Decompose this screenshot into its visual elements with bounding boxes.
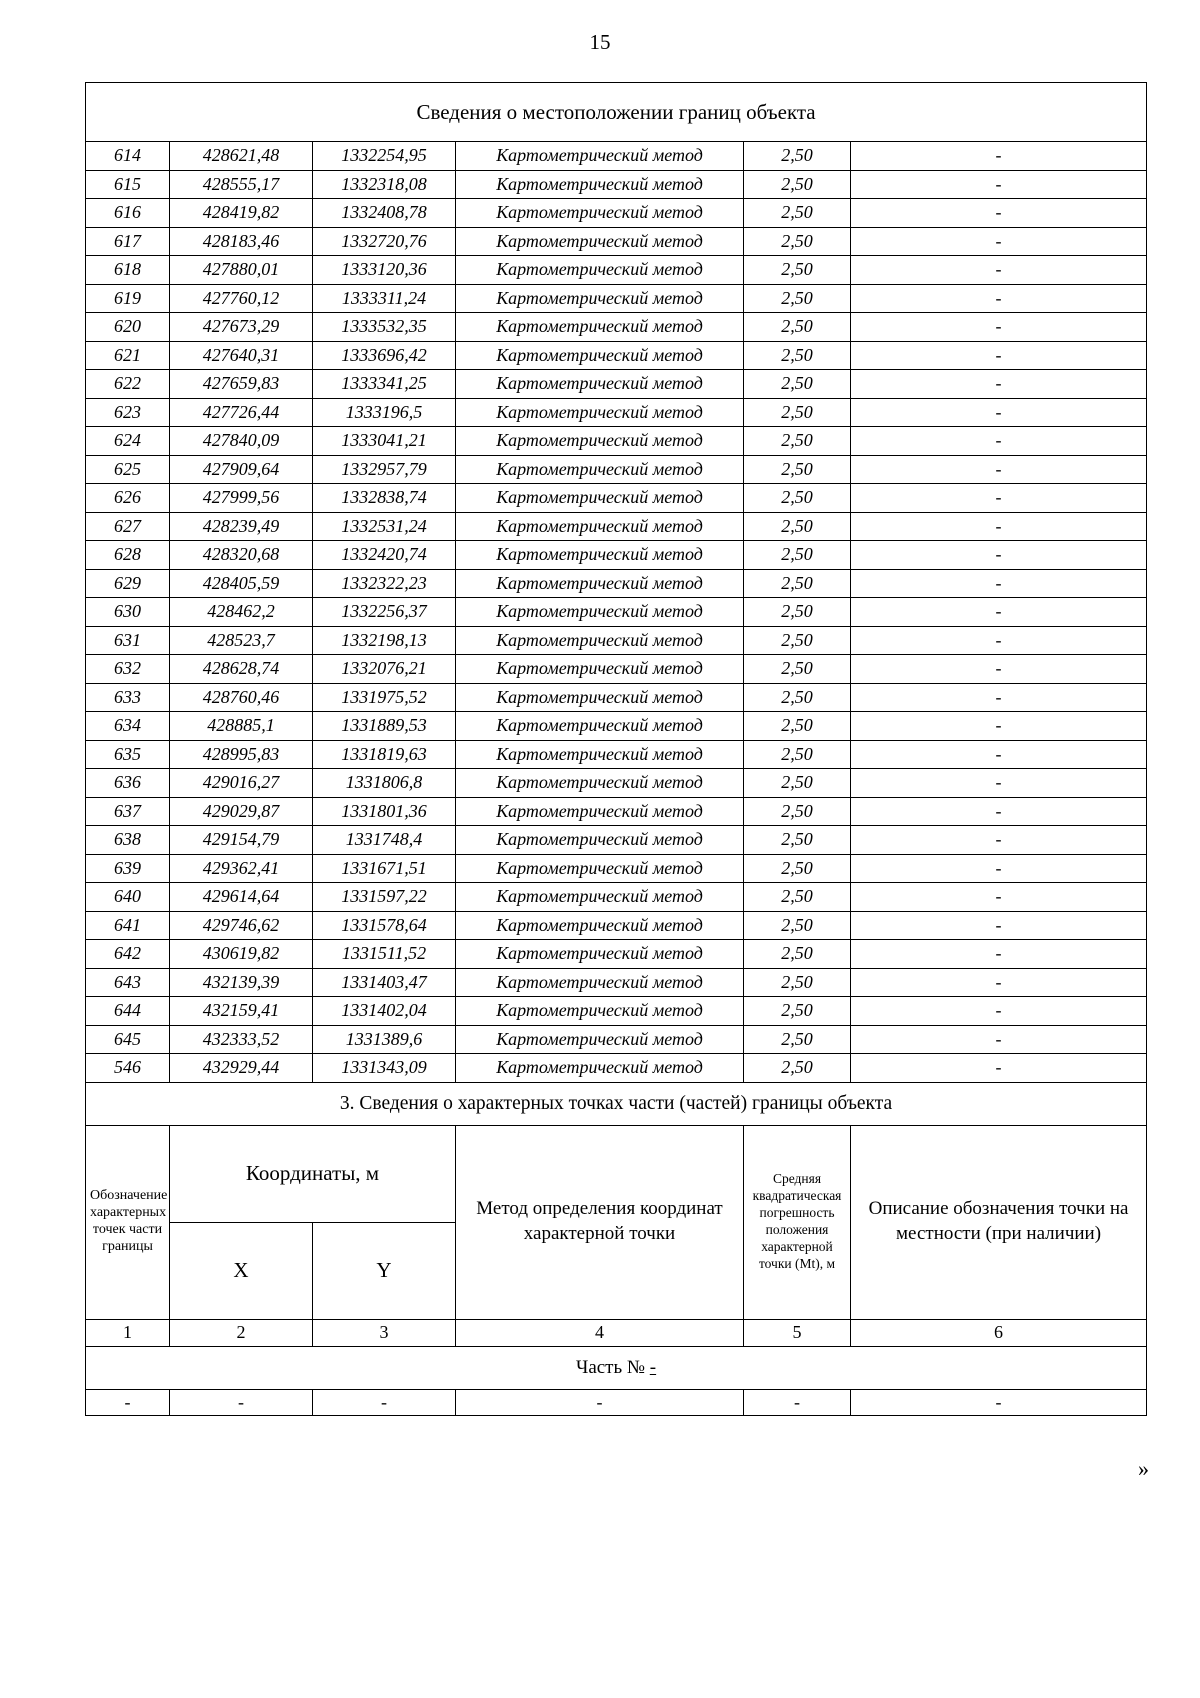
cell-x: 427760,12 (170, 284, 313, 313)
cell-description: - (851, 484, 1147, 513)
table-row (86, 541, 1147, 570)
cell-error: 2,50 (744, 854, 851, 883)
section3-title: 3. Сведения о характерных точках части (частей) границы объекта (86, 1082, 1147, 1125)
cell-description: - (851, 797, 1147, 826)
cell-y: 1331343,09 (313, 1054, 456, 1083)
cell-point: 643 (86, 968, 170, 997)
cell-point: 634 (86, 712, 170, 741)
cell-y: 1331578,64 (313, 911, 456, 940)
table-caption: Сведения о местоположении границ объекта (86, 83, 1147, 142)
cell-point: 620 (86, 313, 170, 342)
cell-y: 1332318,08 (313, 170, 456, 199)
cell-method: Картометрический метод (456, 883, 744, 912)
cell-x: 428885,1 (170, 712, 313, 741)
cell-description: - (851, 170, 1147, 199)
cell-point: 642 (86, 940, 170, 969)
cell-method: Картометрический метод (456, 455, 744, 484)
table-row (86, 1054, 1147, 1083)
cell-method: Картометрический метод (456, 626, 744, 655)
empty-cell: - (170, 1389, 313, 1415)
cell-point: 629 (86, 569, 170, 598)
table-row (86, 569, 1147, 598)
cell-error: 2,50 (744, 1054, 851, 1083)
part-label: Часть № (575, 1356, 646, 1378)
cell-method: Картометрический метод (456, 341, 744, 370)
table-row (86, 854, 1147, 883)
cell-x: 427840,09 (170, 427, 313, 456)
cell-x: 427673,29 (170, 313, 313, 342)
cell-y: 1331389,6 (313, 1025, 456, 1054)
cell-method: Картометрический метод (456, 541, 744, 570)
table-row (86, 683, 1147, 712)
table-row (86, 769, 1147, 798)
cell-error: 2,50 (744, 655, 851, 684)
cell-error: 2,50 (744, 740, 851, 769)
cell-point: 628 (86, 541, 170, 570)
cell-description: - (851, 227, 1147, 256)
page-number: 15 (589, 30, 611, 54)
cell-y: 1332322,23 (313, 569, 456, 598)
header-description: Описание обозначения точки на местности (при наличии) (851, 1125, 1147, 1319)
cell-x: 429746,62 (170, 911, 313, 940)
cell-description: - (851, 541, 1147, 570)
cell-point: 640 (86, 883, 170, 912)
cell-description: - (851, 968, 1147, 997)
cell-x: 427880,01 (170, 256, 313, 285)
cell-point: 546 (86, 1054, 170, 1083)
cell-description: - (851, 370, 1147, 399)
cell-error: 2,50 (744, 341, 851, 370)
cell-error: 2,50 (744, 170, 851, 199)
cell-method: Картометрический метод (456, 1054, 744, 1083)
header-y: Y (313, 1222, 456, 1319)
table-row (86, 370, 1147, 399)
table-row (86, 740, 1147, 769)
cell-description: - (851, 142, 1147, 171)
header-point-designation: Обозначение характерных точек части границы (86, 1125, 170, 1319)
table-row (86, 284, 1147, 313)
column-number: 6 (851, 1319, 1147, 1346)
cell-description: - (851, 569, 1147, 598)
cell-description: - (851, 341, 1147, 370)
cell-point: 631 (86, 626, 170, 655)
cell-point: 636 (86, 769, 170, 798)
table-row (86, 826, 1147, 855)
table-row (86, 341, 1147, 370)
cell-error: 2,50 (744, 997, 851, 1026)
empty-cell: - (744, 1389, 851, 1415)
cell-y: 1333532,35 (313, 313, 456, 342)
cell-x: 427999,56 (170, 484, 313, 513)
cell-error: 2,50 (744, 826, 851, 855)
cell-description: - (851, 655, 1147, 684)
cell-method: Картометрический метод (456, 797, 744, 826)
cell-point: 644 (86, 997, 170, 1026)
table-row (86, 427, 1147, 456)
header-x: X (170, 1222, 313, 1319)
cell-point: 624 (86, 427, 170, 456)
cell-point: 625 (86, 455, 170, 484)
cell-method: Картометрический метод (456, 512, 744, 541)
cell-description: - (851, 854, 1147, 883)
cell-error: 2,50 (744, 199, 851, 228)
cell-description: - (851, 769, 1147, 798)
cell-method: Картометрический метод (456, 284, 744, 313)
column-numbers-row (86, 1319, 1147, 1346)
column-number: 4 (456, 1319, 744, 1346)
table-row (86, 142, 1147, 171)
cell-y: 1331819,63 (313, 740, 456, 769)
cell-method: Картометрический метод (456, 826, 744, 855)
table-row (86, 313, 1147, 342)
cell-y: 1333311,24 (313, 284, 456, 313)
table-row (86, 256, 1147, 285)
cell-description: - (851, 883, 1147, 912)
column-number: 5 (744, 1319, 851, 1346)
cell-description: - (851, 911, 1147, 940)
boundary-table (85, 82, 1147, 1416)
cell-error: 2,50 (744, 626, 851, 655)
cell-x: 432333,52 (170, 1025, 313, 1054)
cell-x: 428523,7 (170, 626, 313, 655)
cell-y: 1331597,22 (313, 883, 456, 912)
cell-y: 1333120,36 (313, 256, 456, 285)
table-row (86, 455, 1147, 484)
cell-method: Картометрический метод (456, 940, 744, 969)
cell-point: 632 (86, 655, 170, 684)
empty-cell: - (456, 1389, 744, 1415)
table-caption-row (86, 83, 1147, 142)
cell-method: Картометрический метод (456, 968, 744, 997)
table-row (86, 484, 1147, 513)
cell-error: 2,50 (744, 911, 851, 940)
cell-point: 633 (86, 683, 170, 712)
table-row (86, 626, 1147, 655)
table-row (86, 712, 1147, 741)
cell-point: 645 (86, 1025, 170, 1054)
cell-description: - (851, 284, 1147, 313)
cell-x: 428320,68 (170, 541, 313, 570)
cell-y: 1331889,53 (313, 712, 456, 741)
table-row (86, 227, 1147, 256)
cell-error: 2,50 (744, 256, 851, 285)
cell-y: 1331511,52 (313, 940, 456, 969)
cell-x: 432929,44 (170, 1054, 313, 1083)
cell-error: 2,50 (744, 313, 851, 342)
cell-x: 428183,46 (170, 227, 313, 256)
cell-x: 429362,41 (170, 854, 313, 883)
cell-y: 1331402,04 (313, 997, 456, 1026)
cell-error: 2,50 (744, 512, 851, 541)
cell-description: - (851, 683, 1147, 712)
cell-method: Картометрический метод (456, 256, 744, 285)
cell-x: 427640,31 (170, 341, 313, 370)
cell-point: 638 (86, 826, 170, 855)
cell-point: 630 (86, 598, 170, 627)
cell-error: 2,50 (744, 683, 851, 712)
cell-error: 2,50 (744, 598, 851, 627)
part-number: - (649, 1356, 657, 1378)
cell-y: 1332720,76 (313, 227, 456, 256)
section3-header-row (86, 1125, 1147, 1222)
cell-error: 2,50 (744, 427, 851, 456)
cell-y: 1331975,52 (313, 683, 456, 712)
cell-x: 428995,83 (170, 740, 313, 769)
column-number: 3 (313, 1319, 456, 1346)
cell-method: Картометрический метод (456, 142, 744, 171)
cell-error: 2,50 (744, 940, 851, 969)
header-method: Метод определения координат характерной точки (456, 1125, 744, 1319)
cell-point: 617 (86, 227, 170, 256)
cell-y: 1332408,78 (313, 199, 456, 228)
cell-point: 627 (86, 512, 170, 541)
cell-error: 2,50 (744, 142, 851, 171)
cell-method: Картометрический метод (456, 170, 744, 199)
cell-y: 1333341,25 (313, 370, 456, 399)
header-coordinates: Координаты, м (170, 1125, 456, 1222)
empty-cell: - (86, 1389, 170, 1415)
cell-y: 1331671,51 (313, 854, 456, 883)
table-row (86, 968, 1147, 997)
cell-y: 1331748,4 (313, 826, 456, 855)
cell-description: - (851, 740, 1147, 769)
cell-x: 429614,64 (170, 883, 313, 912)
cell-y: 1333696,42 (313, 341, 456, 370)
cell-x: 428555,17 (170, 170, 313, 199)
cell-method: Картометрический метод (456, 227, 744, 256)
empty-cell: - (313, 1389, 456, 1415)
cell-y: 1332256,37 (313, 598, 456, 627)
cell-x: 429029,87 (170, 797, 313, 826)
cell-error: 2,50 (744, 227, 851, 256)
cell-method: Картометрический метод (456, 911, 744, 940)
table-row (86, 883, 1147, 912)
cell-description: - (851, 626, 1147, 655)
cell-point: 618 (86, 256, 170, 285)
table-row (86, 655, 1147, 684)
cell-x: 432159,41 (170, 997, 313, 1026)
cell-error: 2,50 (744, 797, 851, 826)
column-number: 1 (86, 1319, 170, 1346)
cell-method: Картометрический метод (456, 769, 744, 798)
cell-error: 2,50 (744, 1025, 851, 1054)
cell-y: 1332076,21 (313, 655, 456, 684)
cell-error: 2,50 (744, 455, 851, 484)
cell-error: 2,50 (744, 484, 851, 513)
section3-title-row (86, 1082, 1147, 1125)
cell-method: Картометрический метод (456, 683, 744, 712)
cell-method: Картометрический метод (456, 569, 744, 598)
cell-description: - (851, 427, 1147, 456)
cell-x: 427726,44 (170, 398, 313, 427)
cell-description: - (851, 199, 1147, 228)
column-number: 2 (170, 1319, 313, 1346)
table-row (86, 199, 1147, 228)
table-row (86, 911, 1147, 940)
cell-description: - (851, 712, 1147, 741)
cell-y: 1333196,5 (313, 398, 456, 427)
table-row (86, 797, 1147, 826)
cell-error: 2,50 (744, 541, 851, 570)
cell-point: 626 (86, 484, 170, 513)
cell-error: 2,50 (744, 284, 851, 313)
cell-description: - (851, 1054, 1147, 1083)
cell-error: 2,50 (744, 769, 851, 798)
cell-description: - (851, 313, 1147, 342)
cell-point: 639 (86, 854, 170, 883)
cell-point: 637 (86, 797, 170, 826)
cell-y: 1332838,74 (313, 484, 456, 513)
cell-x: 430619,82 (170, 940, 313, 969)
table-row (86, 398, 1147, 427)
table-row (86, 997, 1147, 1026)
cell-x: 427659,83 (170, 370, 313, 399)
cell-method: Картометрический метод (456, 997, 744, 1026)
cell-description: - (851, 1025, 1147, 1054)
empty-cell: - (851, 1389, 1147, 1415)
table-row (86, 170, 1147, 199)
cell-y: 1332254,95 (313, 142, 456, 171)
table-row (86, 512, 1147, 541)
cell-x: 428419,82 (170, 199, 313, 228)
cell-error: 2,50 (744, 712, 851, 741)
cell-description: - (851, 256, 1147, 285)
cell-y: 1332198,13 (313, 626, 456, 655)
cell-y: 1332531,24 (313, 512, 456, 541)
cell-y: 1331806,8 (313, 769, 456, 798)
cell-y: 1332420,74 (313, 541, 456, 570)
cell-error: 2,50 (744, 883, 851, 912)
cell-point: 621 (86, 341, 170, 370)
cell-x: 429016,27 (170, 769, 313, 798)
cell-x: 429154,79 (170, 826, 313, 855)
cell-point: 623 (86, 398, 170, 427)
cell-description: - (851, 997, 1147, 1026)
cell-description: - (851, 826, 1147, 855)
table-row (86, 598, 1147, 627)
cell-y: 1331403,47 (313, 968, 456, 997)
cell-method: Картометрический метод (456, 1025, 744, 1054)
cell-description: - (851, 598, 1147, 627)
cell-method: Картометрический метод (456, 598, 744, 627)
cell-y: 1331801,36 (313, 797, 456, 826)
cell-point: 635 (86, 740, 170, 769)
header-mean-error: Средняя квадратическая погрешность положения характерной точки (Mt), м (744, 1125, 851, 1319)
cell-x: 428760,46 (170, 683, 313, 712)
cell-x: 428621,48 (170, 142, 313, 171)
part-row (86, 1346, 1147, 1389)
cell-method: Картометрический метод (456, 484, 744, 513)
cell-error: 2,50 (744, 370, 851, 399)
cell-method: Картометрический метод (456, 398, 744, 427)
cell-x: 428405,59 (170, 569, 313, 598)
table-row (86, 1025, 1147, 1054)
cell-method: Картометрический метод (456, 712, 744, 741)
part-cell (86, 1346, 1147, 1389)
cell-method: Картометрический метод (456, 370, 744, 399)
empty-row (86, 1389, 1147, 1415)
cell-method: Картометрический метод (456, 655, 744, 684)
cell-method: Картометрический метод (456, 740, 744, 769)
cell-point: 641 (86, 911, 170, 940)
cell-error: 2,50 (744, 398, 851, 427)
cell-point: 616 (86, 199, 170, 228)
table-row (86, 940, 1147, 969)
cell-method: Картометрический метод (456, 199, 744, 228)
cell-point: 622 (86, 370, 170, 399)
cell-y: 1333041,21 (313, 427, 456, 456)
cell-description: - (851, 455, 1147, 484)
cell-description: - (851, 398, 1147, 427)
cell-description: - (851, 940, 1147, 969)
cell-method: Картометрический метод (456, 313, 744, 342)
cell-y: 1332957,79 (313, 455, 456, 484)
closing-quote: » (1138, 1456, 1149, 1481)
cell-x: 427909,64 (170, 455, 313, 484)
cell-error: 2,50 (744, 968, 851, 997)
cell-method: Картометрический метод (456, 854, 744, 883)
cell-description: - (851, 512, 1147, 541)
cell-error: 2,50 (744, 569, 851, 598)
cell-x: 428462,2 (170, 598, 313, 627)
cell-x: 428239,49 (170, 512, 313, 541)
cell-x: 432139,39 (170, 968, 313, 997)
cell-point: 614 (86, 142, 170, 171)
cell-point: 619 (86, 284, 170, 313)
cell-point: 615 (86, 170, 170, 199)
cell-method: Картометрический метод (456, 427, 744, 456)
cell-x: 428628,74 (170, 655, 313, 684)
